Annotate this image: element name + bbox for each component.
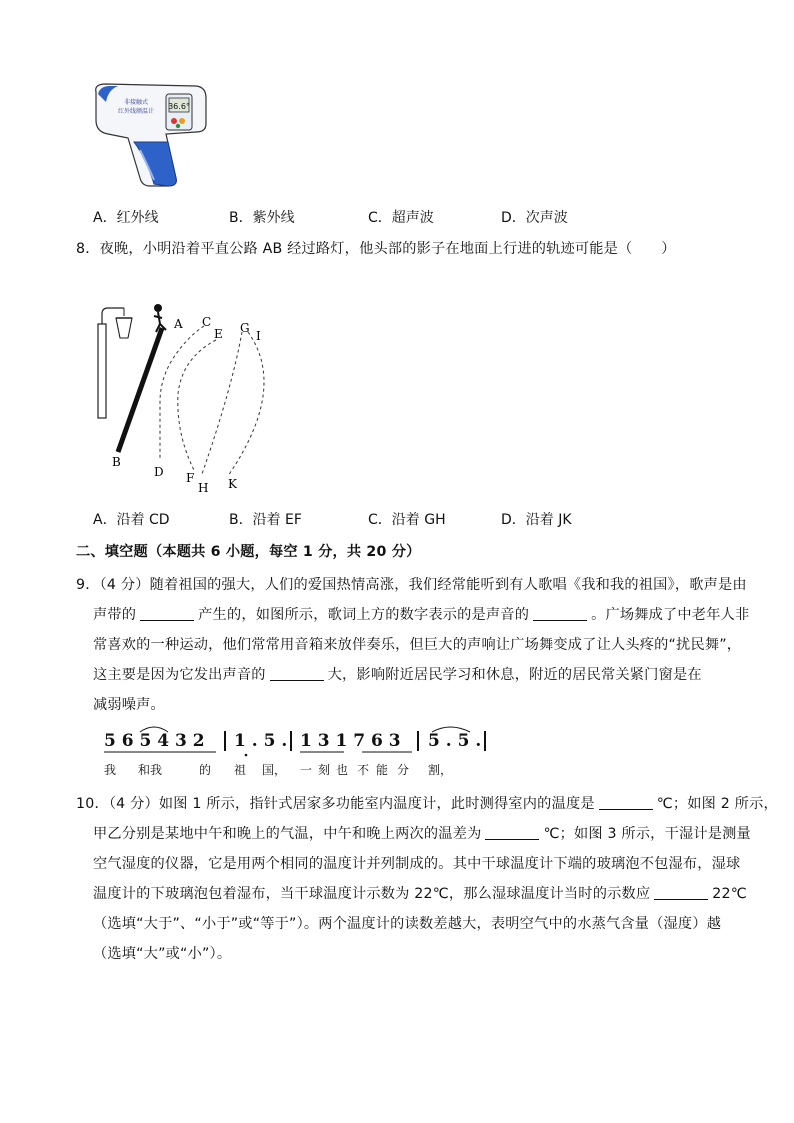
q10-line-1b: ℃；如图 2 所示， [656,796,778,812]
lyric: 能 [376,763,389,777]
q10-line-2b: ℃；如图 3 所示，干湿计是测量 [543,826,751,842]
q9-line-2c: 。广场舞成了中老年人非 [591,607,750,623]
q10-line-2a: 甲乙分别是某地中午和晚上的气温，中午和晚上两次的温差为 [93,826,482,842]
q9-line-4b: 大，影响附近居民学习和休息，附近的居民常关紧门窗是在 [327,667,702,683]
lamp-post [98,324,106,418]
label-h: H [198,481,209,495]
lyric: 不 [357,763,370,777]
device-label-line1: 非接触式 [123,99,149,106]
music-measure-4: 5 . 5 . [428,731,482,751]
lyric: 分 [397,763,410,777]
music-measure-1: 5 6 5 4 3 2 [104,731,205,751]
lyric: 一 [300,763,313,777]
q10-blank-2[interactable] [485,825,539,840]
device-display-reading: 36.6° [168,102,190,111]
lyric: 祖 [234,763,247,777]
path-jk [228,332,264,476]
q7-option-b: B．紫外线 [229,210,295,226]
lyric: 的 [199,763,212,777]
path-ef [178,340,216,470]
q10-line-1a: 10．（4 分）如图 1 所示，指针式居家多功能室内温度计，此时测得室内的温度是 [76,796,595,812]
q10-line-4a: 温度计的下玻璃泡包着湿布，当干球温度计示数为 22℃，那么湿球温度计当时的示数应 [93,886,651,902]
road-ab [118,328,162,452]
section-title: 二、填空题（本题共 6 小题，每空 1 分，共 20 分） [76,544,421,560]
q10-line-4 [93,883,747,903]
q9-blank-3[interactable] [270,666,324,681]
q10-line-6: （选填“大”或“小”）。 [93,946,232,962]
q9-line-2b: 产生的，如图所示，歌词上方的数字表示的是声音的 [198,607,530,623]
q10-blank-1[interactable] [599,795,653,810]
q10-blank-3[interactable] [654,885,708,900]
lyric: 我 [104,763,117,777]
q9-line-3: 常喜欢的一种运动，他们常常用音箱来放伴奏乐，但巨大的声响让广场舞变成了让人头疼的“扰民舞”， [93,637,742,653]
q7-option-d: D．次声波 [501,210,568,226]
q8-option-a: A．沿着 CD [93,512,170,528]
label-i: I [256,329,261,343]
q9-line-4 [93,664,702,684]
q9-line-4a: 这主要是因为它发出声音的 [93,667,266,683]
label-c: C [202,315,212,329]
music-marks [100,722,500,758]
label-b: B [112,455,121,469]
q10-line-5: （选填“大于”、“小于”或“等于”）。两个温度计的读数差越大，表明空气中的水蒸气含量（湿度）越 [93,916,722,932]
person-icon [154,304,162,312]
q9-blank-1[interactable] [140,606,194,621]
lyric: 国， [262,763,287,777]
q8-option-d: D．沿着 JK [501,512,572,528]
lamp-icon [116,318,132,338]
q8-option-b: B．沿着 EF [229,512,302,528]
path-gh [202,332,242,474]
q10-line-1 [76,793,778,813]
label-f: F [186,471,195,485]
q7-option-c: C．超声波 [368,210,434,226]
music-measure-2: 1 . 5 . [234,731,288,751]
label-d: D [154,465,164,479]
q9-line-1: 9．（4 分）随着祖国的强大，人们的爱国热情高涨，我们经常能听到有人歌唱《我和我的祖国》，歌声是由 [76,577,747,593]
q7-option-a: A．红外线 [93,210,159,226]
label-k: K [228,477,237,491]
label-a: A [174,317,183,331]
lyric: 刻 [318,763,331,777]
q10-line-3: 空气湿度的仪器，它是用两个相同的温度计并列制成的。其中干球温度计下端的玻璃泡不包湿布，湿球 [93,856,741,872]
path-cd [160,326,204,458]
lyric: 和我 [138,763,163,777]
infrared-thermometer-figure [88,80,213,190]
lyric: 也 [336,763,349,777]
streetlight-shadow-diagram [90,298,290,498]
q9-line-2a: 声带的 [93,607,137,623]
device-label-line2: 红外线额温计 [117,108,155,115]
lyric: 割， [428,763,453,777]
q10-line-2 [93,823,751,843]
q9-line-5: 减弱噪声。 [93,697,165,713]
q8-option-c: C．沿着 GH [368,512,446,528]
label-e: E [214,327,223,341]
q10-line-4b: 22℃ [712,886,747,902]
q9-blank-2[interactable] [533,606,587,621]
music-measure-3: 1 3 1 7 6 3 [300,731,401,751]
q8-stem: 8．夜晚，小明沿着平直公路 AB 经过路灯，他头部的影子在地面上行进的轨迹可能是（ ） [76,241,676,257]
q9-line-2 [93,604,749,624]
label-g: G [240,321,250,335]
